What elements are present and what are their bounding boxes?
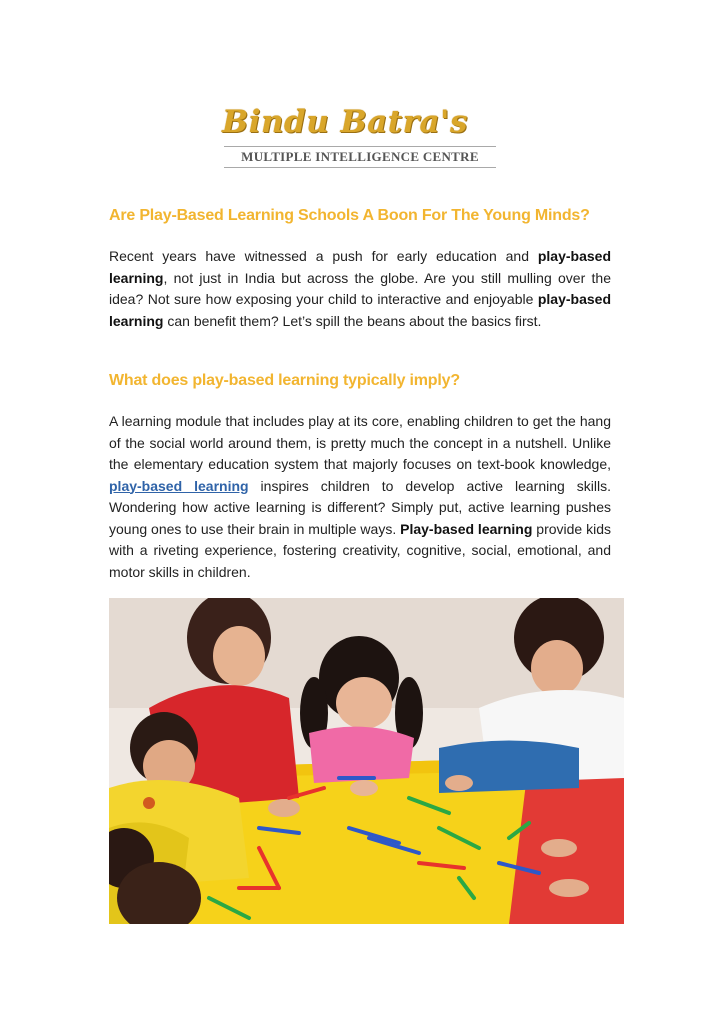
body-paragraph (109, 411, 611, 583)
page-title: Are Play-Based Learning Schools A Boon For The Young Minds? (109, 207, 590, 224)
intro-bold-2: play-based learning (109, 291, 611, 329)
logo-subtitle: MULTIPLE INTELLIGENCE CENTRE (241, 149, 479, 164)
intro-bold-1: play-based learning (109, 248, 611, 286)
body-text-3: provide kids with a riveting experience, fostering creativity, cognitive, social, emotional, and motor skills in children. (109, 520, 611, 580)
play-based-learning-link[interactable]: play-based learning (109, 477, 249, 494)
section-heading: What does play-based learning typically imply? (109, 372, 460, 389)
body-text-2: inspires children to develop active learning skills. Wondering how active learning is different? Simply put, active learning pushes young ones to use their brain in multiple ways. (109, 477, 611, 537)
intro-text-2: , not just in India but across the globe. Are you still mulling over the idea? Not sure how exposing your child to interactive and enjoyable (109, 269, 611, 307)
logo-rule-bottom (224, 167, 496, 168)
logo-rule-top (224, 146, 496, 147)
intro-text-1: Recent years have witnessed a push for early education and (109, 248, 538, 264)
body-bold-1: Play-based learning (400, 520, 533, 537)
body-text-1: A learning module that includes play at its core, enabling children to get the hang of the social world around them, is pretty much the concept in a nutshell. Unlike the elementary education system that majorly focuses on text-book knowledge, (109, 413, 611, 472)
classroom-photo (109, 598, 624, 924)
intro-paragraph (109, 246, 611, 332)
intro-text-3: can benefit them? Let’s spill the beans about the basics first. (163, 312, 542, 329)
bindu-batra-logo (218, 104, 502, 168)
logo-name: Bindu Batra's (222, 104, 468, 140)
